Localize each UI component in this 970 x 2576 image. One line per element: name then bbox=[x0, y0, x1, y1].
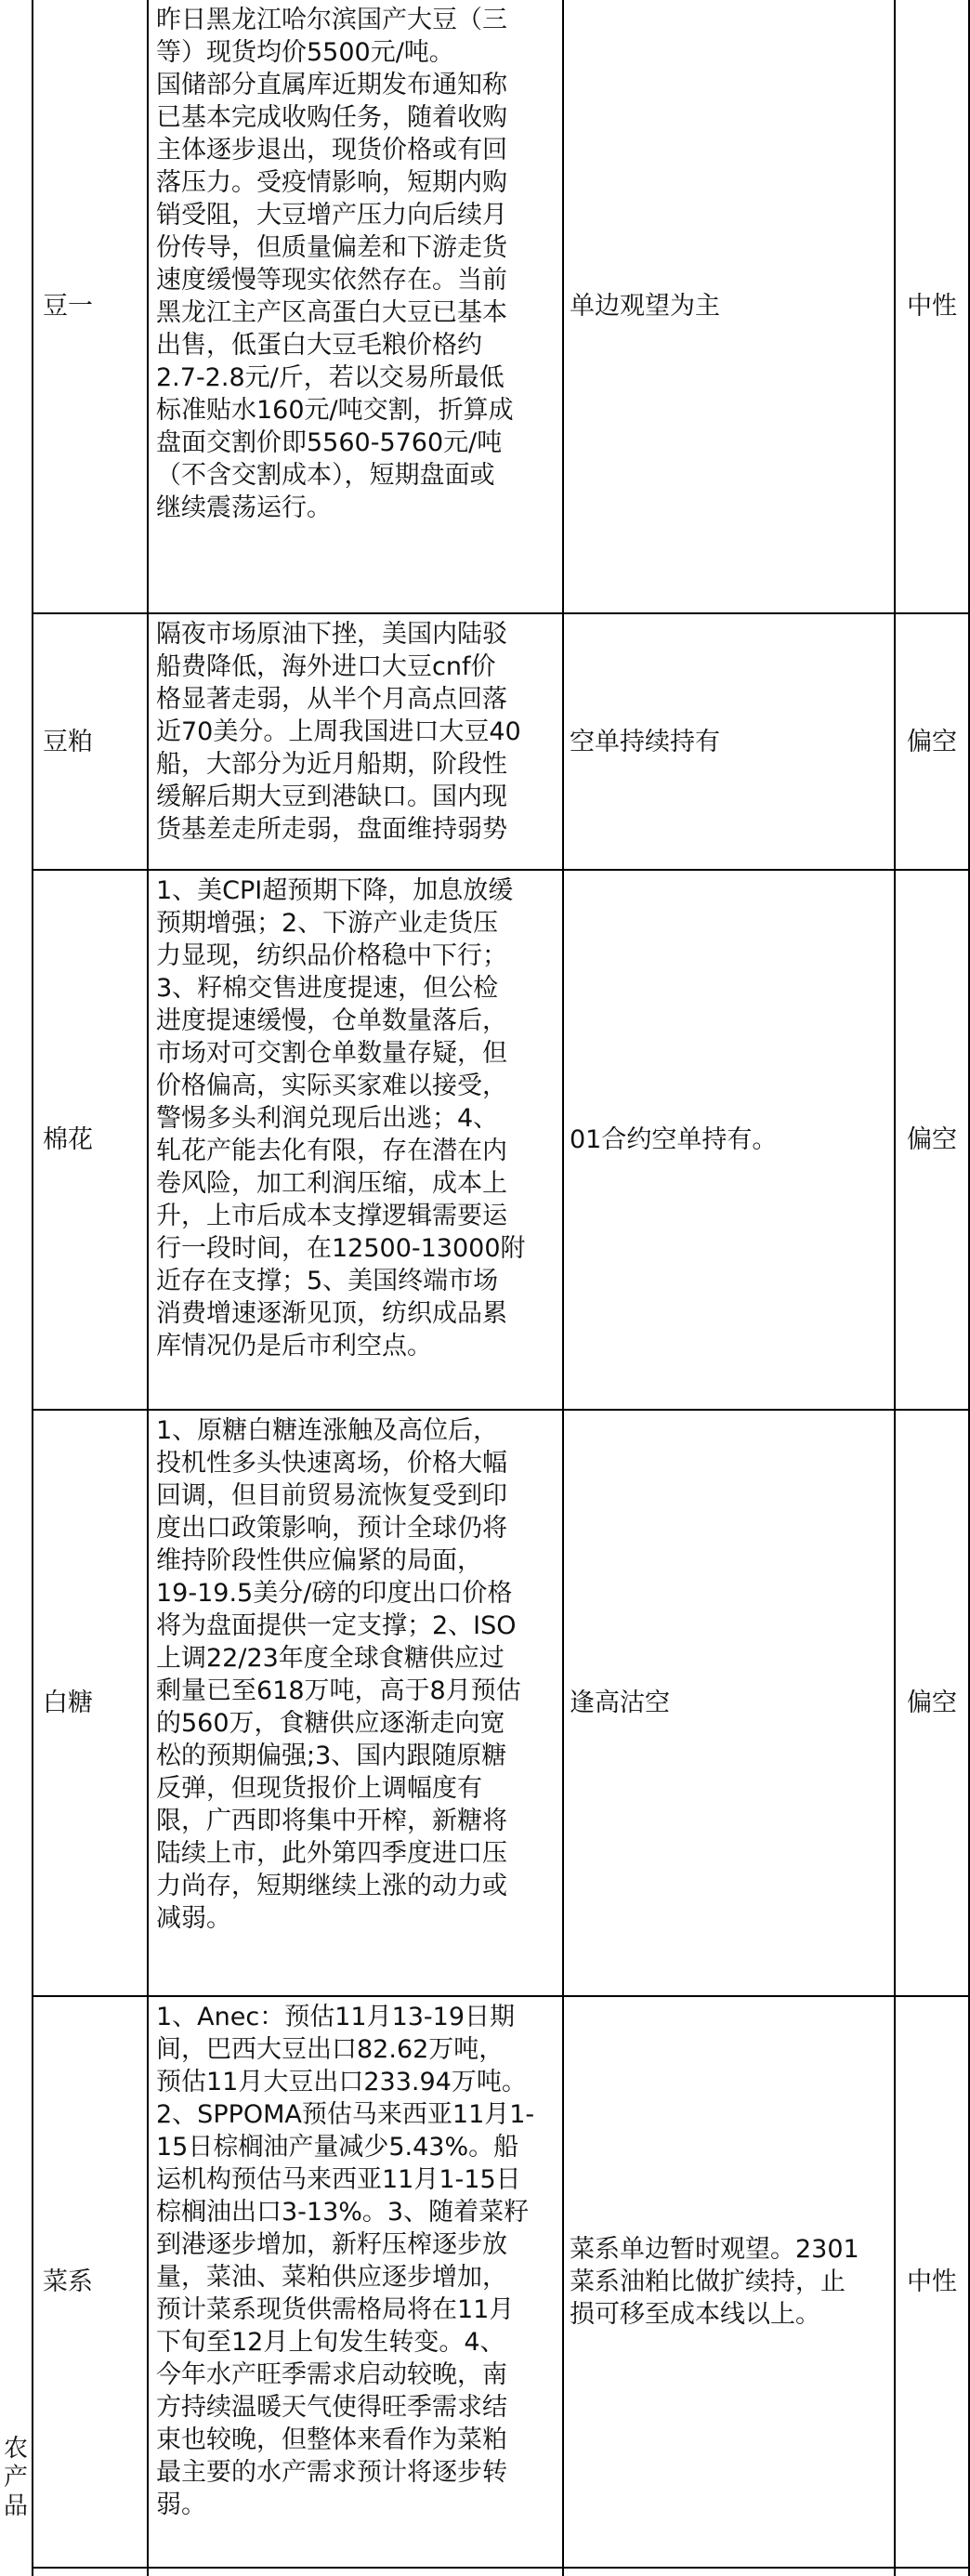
analysis-line: 预估11月大豆出口233.94万吨。 bbox=[156, 2068, 527, 2096]
grid-line bbox=[32, 2567, 970, 2569]
analysis-line: 棕榈油出口3-13%。3、随着菜籽 bbox=[156, 2198, 530, 2227]
analysis-line: 价格偏高，实际买家难以接受， bbox=[156, 1071, 507, 1100]
analysis-cell bbox=[149, 0, 562, 612]
category-cell bbox=[33, 614, 147, 869]
analysis-line: 国储部分直属库近期发布通知称 bbox=[156, 71, 507, 99]
analysis-line: 货基差走所走弱，盘面维持弱势 bbox=[156, 815, 507, 844]
analysis-line: 预计菜系现货供需格局将在11月 bbox=[156, 2295, 515, 2324]
analysis-line: 等）现货均价5500元/吨。 bbox=[156, 38, 454, 67]
view-cell bbox=[896, 871, 968, 1409]
strategy-line: 空单持续持有 bbox=[570, 727, 720, 756]
analysis-line: 轧花产能去化有限，存在潜在内 bbox=[156, 1137, 507, 1165]
sector-label-text: 农 产 品 bbox=[3, 2435, 28, 2520]
analysis-line: 间，巴西大豆出口82.62万吨， bbox=[156, 2035, 505, 2064]
analysis-line: 主体逐步退出，现货价格或有回 bbox=[156, 136, 507, 164]
analysis-line: 盘面交割价即5560-5760元/吨 bbox=[156, 428, 503, 457]
analysis-line: 2、SPPOMA预估马来西亚11月1- bbox=[156, 2100, 535, 2129]
strategy-cell bbox=[564, 871, 894, 1409]
analysis-line: 行一段时间，在12500-13000附 bbox=[156, 1234, 526, 1263]
analysis-line: 投机性多头快速离场，价格大幅 bbox=[156, 1449, 507, 1478]
category-cell bbox=[33, 1997, 147, 2567]
analysis-line: 3、籽棉交售进度提速，但公检 bbox=[156, 974, 499, 1003]
analysis-line: 反弹，但现货报价上调幅度有 bbox=[156, 1774, 482, 1803]
analysis-line: 进度提速缓慢，仓单数量落后， bbox=[156, 1006, 507, 1035]
analysis-line: （不含交割成本），短期盘面或 bbox=[156, 461, 495, 490]
analysis-line: 15日棕榈油产量减少5.43%。船 bbox=[156, 2133, 519, 2162]
analysis-line: 升，上市后成本支撑逻辑需要运 bbox=[156, 1202, 507, 1230]
analysis-line: 缓解后期大豆到港缺口。国内现 bbox=[156, 782, 507, 811]
analysis-cell bbox=[149, 614, 562, 869]
analysis-cell bbox=[149, 1411, 562, 1995]
analysis-line: 隔夜市场原油下挫，美国内陆驳 bbox=[156, 620, 507, 649]
analysis-line: 标准贴水160元/吨交割，折算成 bbox=[156, 396, 514, 425]
analysis-line: 警惕多头利润兑现后出逃；4、 bbox=[156, 1104, 499, 1133]
analysis-line: 近70美分。上周我国进口大豆40 bbox=[156, 717, 521, 746]
category-cell bbox=[33, 871, 147, 1409]
strategy-line: 01合约空单持有。 bbox=[570, 1125, 778, 1154]
analysis-line: 度出口政策影响，预计全球仍将 bbox=[156, 1514, 507, 1543]
category-label: 菜系 bbox=[43, 2267, 93, 2296]
analysis-line: 格显著走弱，从半个月高点回落 bbox=[156, 685, 507, 714]
analysis-line: 库情况仍是后市利空点。 bbox=[156, 1332, 432, 1360]
view-label: 偏空 bbox=[907, 1125, 957, 1154]
analysis-line: 今年水产旺季需求启动较晚，南 bbox=[156, 2360, 507, 2389]
analysis-line: 力显现，纺织品价格稳中下行； bbox=[156, 941, 507, 970]
view-cell bbox=[896, 0, 968, 612]
analysis-line: 弱。 bbox=[156, 2491, 206, 2519]
analysis-line: 松的预期偏强;3、国内跟随原糖 bbox=[156, 1741, 507, 1770]
analysis-line: 下旬至12月上旬发生转变。4、 bbox=[156, 2328, 505, 2357]
analysis-line: 1、美CPI超预期下降，加息放缓 bbox=[156, 876, 514, 905]
analysis-line: 昨日黑龙江哈尔滨国产大豆（三 bbox=[156, 6, 507, 34]
analysis-line: 船，大部分为近月船期，阶段性 bbox=[156, 750, 507, 779]
analysis-line: 力尚存，短期继续上涨的动力或 bbox=[156, 1872, 507, 1900]
strategy-line: 菜系油粕比做扩续持，止 bbox=[570, 2267, 845, 2296]
analysis-line: 出售，低蛋白大豆毛粮价格约 bbox=[156, 331, 482, 360]
strategy-line: 逢高沽空 bbox=[570, 1689, 670, 1717]
analysis-line: 卷风险，加工利润压缩，成本上 bbox=[156, 1169, 507, 1198]
analysis-line: 减弱。 bbox=[156, 1904, 231, 1933]
analysis-line: 量，菜油、菜粕供应逐步增加， bbox=[156, 2263, 507, 2292]
analysis-line: 市场对可交割仓单数量存疑，但 bbox=[156, 1039, 507, 1068]
view-cell bbox=[896, 1997, 968, 2567]
analysis-line: 1、原糖白糖连涨触及高位后， bbox=[156, 1416, 499, 1445]
strategy-cell bbox=[564, 1411, 894, 1995]
analysis-line: 已基本完成收购任务，随着收购 bbox=[156, 103, 507, 132]
analysis-line: 陆续上市，此外第四季度进口压 bbox=[156, 1839, 507, 1868]
strategy-line: 菜系单边暂时观望。2301 bbox=[570, 2235, 859, 2264]
analysis-line: 近存在支撑；5、美国终端市场 bbox=[156, 1267, 499, 1295]
analysis-line: 黑龙江主产区高蛋白大豆已基本 bbox=[156, 298, 507, 327]
analysis-line: 份传导，但质量偏差和下游走货 bbox=[156, 233, 507, 262]
category-label: 豆粕 bbox=[43, 727, 93, 756]
analysis-line: 方持续温暖天气使得旺季需求结 bbox=[156, 2393, 507, 2422]
analysis-cell bbox=[149, 1997, 562, 2567]
view-label: 偏空 bbox=[907, 727, 957, 756]
analysis-line: 限，广西即将集中开榨，新糖将 bbox=[156, 1807, 507, 1835]
strategy-line: 单边观望为主 bbox=[570, 292, 720, 321]
analysis-line: 销受阻，大豆增产压力向后续月 bbox=[156, 201, 507, 230]
strategy-line: 损可移至成本线以上。 bbox=[570, 2300, 820, 2329]
view-label: 中性 bbox=[907, 2267, 957, 2296]
view-label: 中性 bbox=[907, 292, 957, 321]
analysis-line: 维持阶段性供应偏紧的局面， bbox=[156, 1546, 482, 1575]
analysis-line: 到港逐步增加，新籽压榨逐步放 bbox=[156, 2230, 507, 2259]
analysis-line: 落压力。受疫情影响，短期内购 bbox=[156, 168, 507, 197]
analysis-line: 消费增速逐渐见顶，纺织成品累 bbox=[156, 1299, 507, 1328]
analysis-line: 束也较晚，但整体来看作为菜粕 bbox=[156, 2425, 507, 2454]
analysis-line: 继续震荡运行。 bbox=[156, 493, 332, 522]
category-cell bbox=[33, 1411, 147, 1995]
analysis-line: 将为盘面提供一定支撑；2、ISO bbox=[156, 1611, 517, 1640]
analysis-line: 回调，但目前贸易流恢复受到印 bbox=[156, 1481, 507, 1510]
strategy-cell bbox=[564, 0, 894, 612]
view-label: 偏空 bbox=[907, 1689, 957, 1717]
strategy-cell bbox=[564, 614, 894, 869]
analysis-line: 的560万，食糖供应逐渐走向宽 bbox=[156, 1709, 505, 1738]
analysis-line: 运机构预估马来西亚11月1-15日 bbox=[156, 2165, 521, 2194]
analysis-line: 上调22/23年度全球食糖供应过 bbox=[156, 1644, 505, 1673]
analysis-line: 2.7-2.8元/斤，若以交易所最低 bbox=[156, 363, 505, 392]
analysis-line: 预期增强；2、下游产业走货压 bbox=[156, 909, 499, 938]
category-label: 豆一 bbox=[43, 292, 93, 321]
category-cell bbox=[33, 0, 147, 612]
view-cell bbox=[896, 1411, 968, 1995]
analysis-line: 最主要的水产需求预计将逐步转 bbox=[156, 2458, 507, 2487]
analysis-cell bbox=[149, 871, 562, 1409]
category-label: 白糖 bbox=[43, 1689, 93, 1717]
view-cell bbox=[896, 614, 968, 869]
analysis-line: 1、Anec：预估11月13-19日期 bbox=[156, 2003, 516, 2031]
analysis-line: 速度缓慢等现实依然存在。当前 bbox=[156, 266, 507, 295]
sector-label bbox=[0, 2435, 32, 2521]
category-label: 棉花 bbox=[43, 1125, 93, 1154]
strategy-cell bbox=[564, 1997, 894, 2567]
analysis-line: 19-19.5美分/磅的印度出口价格 bbox=[156, 1579, 513, 1608]
analysis-line: 船费降低，海外进口大豆cnf价 bbox=[156, 652, 496, 681]
analysis-line: 剩量已至618万吨，高于8月预估 bbox=[156, 1676, 521, 1705]
